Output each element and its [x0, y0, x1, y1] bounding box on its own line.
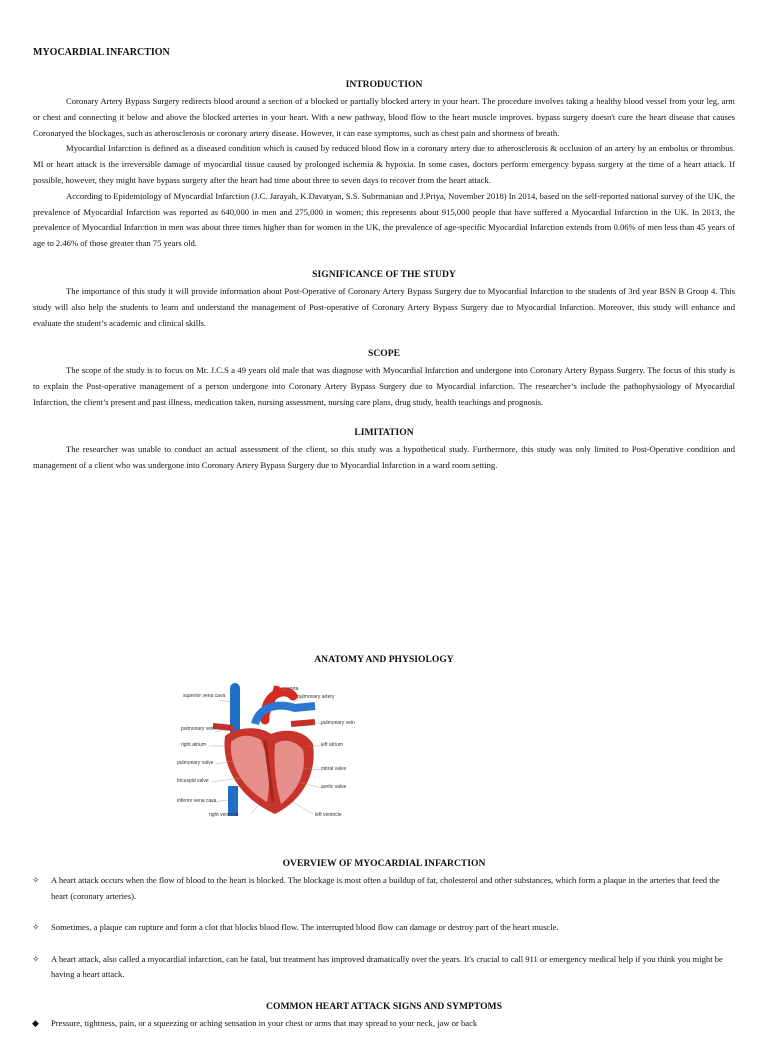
symptoms-section [33, 1001, 735, 1048]
significance-section [33, 269, 735, 331]
label-left-ventricle: left ventricle [315, 812, 342, 818]
scope-heading: SCOPE [368, 348, 400, 359]
label-aortic-valve: aortic valve [321, 784, 347, 790]
label-ivc: inferior vena cava [177, 798, 217, 804]
label-svc: superior vena cava [183, 693, 226, 699]
label-left-atrium: left atrium [321, 742, 343, 748]
list-item-text: Pressure, tightness, pain, or a squeezing or aching sensation in your chest or arms that may spread to your neck, jaw or back [51, 1018, 478, 1028]
introduction-section [33, 79, 735, 252]
list-item [32, 873, 735, 904]
filled-diamond-bullet-icon: ◆ [32, 1018, 39, 1028]
label-right-ventricle: right ventricle [209, 812, 239, 818]
diamond-bullet-icon: ✧ [32, 875, 40, 885]
limitation-section [33, 427, 735, 474]
symptoms-heading: COMMON HEART ATTACK SIGNS AND SYMPTOMS [266, 1001, 502, 1012]
list-item [32, 920, 735, 936]
introduction-paragraph-1: Coronary Artery Bypass Surgery redirects blood around a section of a blocked or partially blocked artery in your heart. The procedure involves taking a healthy blood vessel from your leg, arm or chest and connecting it below and above the blocked arteries in your heart. With a new pathway, blood flow to the heart muscle improves. bypass surgery doesn't cure the heart disease that causes Coronaryed the blockages, such as atherosclerosis or coronary artery disease. However, it can ease symptoms, such as chest pain and shortness of breath. [33, 96, 735, 138]
diamond-bullet-icon: ✧ [32, 922, 40, 932]
list-item-text: A heart attack occurs when the flow of blood to the heart is blocked. The blockage is most often a buildup of fat, cholesterol and other substances, which form a plaque in the arteries that feed the heart (coronary arteries). [51, 875, 720, 901]
label-pulmonary-vein-right: pulmonary vein [181, 726, 215, 732]
label-right-atrium: right atrium [181, 742, 207, 748]
anatomy-section [33, 654, 735, 666]
limitation-paragraph: The researcher was unable to conduct an actual assessment of the client, so this study was a hypothetical study. Furthermore, this study was only limited to Post-Operative condition and management of a client who was undergone into Coronary Artery Bypass Surgery due to Myocardial Infarction in a ward room setting. [33, 444, 735, 470]
label-pulmonary-valve: pulmonary valve [177, 760, 214, 766]
heart-anatomy-diagram [175, 674, 365, 824]
document-title: MYOCARDIAL INFARCTION [33, 47, 170, 58]
label-aorta: aorta [287, 686, 299, 692]
overview-section [33, 858, 735, 999]
scope-paragraph: The scope of the study is to focus on Mr. J.C.S a 49 years old male that was diagnose with Myocardial Infarction and undergone into Coronary Artery Bypass Surgery. The focus of this study is to explain the Post-operative management of a person undergone into Coronary Artery Bypass Surgery due to Myocardial infarction. The researcher’s include the pathophysiology of Myocardial Infarction, the client’s present and past illness, medication taken, nursing assessment, nursing care plans, drug study, health teachings and prognosis. [33, 365, 735, 407]
scope-section [33, 348, 735, 410]
overview-heading: OVERVIEW OF MYOCARDIAL INFARCTION [282, 858, 486, 869]
list-item [32, 952, 735, 983]
list-item-text: A heart attack, also called a myocardial infarction, can be fatal, but treatment has improved dramatically over the years. It's crucial to call 911 or emergency medical help if you think you might be having a heart attack. [51, 953, 723, 979]
limitation-heading: LIMITATION [354, 427, 414, 438]
overview-list [32, 873, 735, 983]
introduction-heading: INTRODUCTION [345, 79, 423, 90]
label-tricuspid-valve: tricuspid valve [177, 778, 209, 784]
anatomy-heading: ANATOMY AND PHYSIOLOGY [314, 654, 454, 665]
label-pulmonary-vein-left: pulmonary vein [321, 720, 355, 726]
introduction-paragraph-3: According to Epidemiology of Myocardial Infarction (J.C. Jarayah, K.Davatyan, S.S. Subrmanian and J.Priya, November 2018) In 2014, based on the self-reported national survey of the UK, the prevalence of Myocardial Infarction was reported as 640,000 in men and 275,000 in women; this represents about 915,000 people that have suffered a Myocardial Infarction in the UK. In 2013, the prevalence of Myocardial Infarction in men was about three times higher than for women in the UK, the prevalence of age-specific Myocardial Infarction extends from 0.06% of men less than 45 years of age to 2.46% of those greater than 75 years old. [33, 190, 735, 249]
list-item-text: Sometimes, a plaque can rupture and form a clot that blocks blood flow. The interrupted blood flow can damage or destroy part of the heart muscle. [51, 922, 559, 932]
heart-illustration [175, 674, 365, 824]
label-pulmonary-artery: pulmonary artery [297, 694, 335, 700]
introduction-paragraph-2: Myocardial Infarction is defined as a diseased condition which is caused by reduced blood flow in a coronary artery due to atherosclerosis & occlusion of an artery by an embolus or thrombus. MI or heart attack is the irreversible damage of myocardial tissue caused by prolonged ischemia & hypoxia. In some cases, doctors perform emergency bypass surgery at the time of a heart attack. If possible, however, they might have bypass surgery after the heart had time about three to seven days to recover from the heart attack. [33, 143, 735, 185]
significance-paragraph: The importance of this study it will provide information about Post-Operative of Coronary Artery Bypass Surgery due to Myocardial Infarction to the students of 3rd year BSN B Group 4. This study will also help the students to learn and understand the management of Post-operative of Coronary Artery Bypass Surgery due to Myocardial Infarction. Moreover, this study will enhance and evaluate the student’s academic and clinical skills. [33, 286, 735, 328]
label-mitral-valve: mitral valve [321, 766, 347, 772]
significance-heading: SIGNIFICANCE OF THE STUDY [312, 269, 456, 280]
diamond-bullet-icon: ✧ [32, 953, 40, 964]
